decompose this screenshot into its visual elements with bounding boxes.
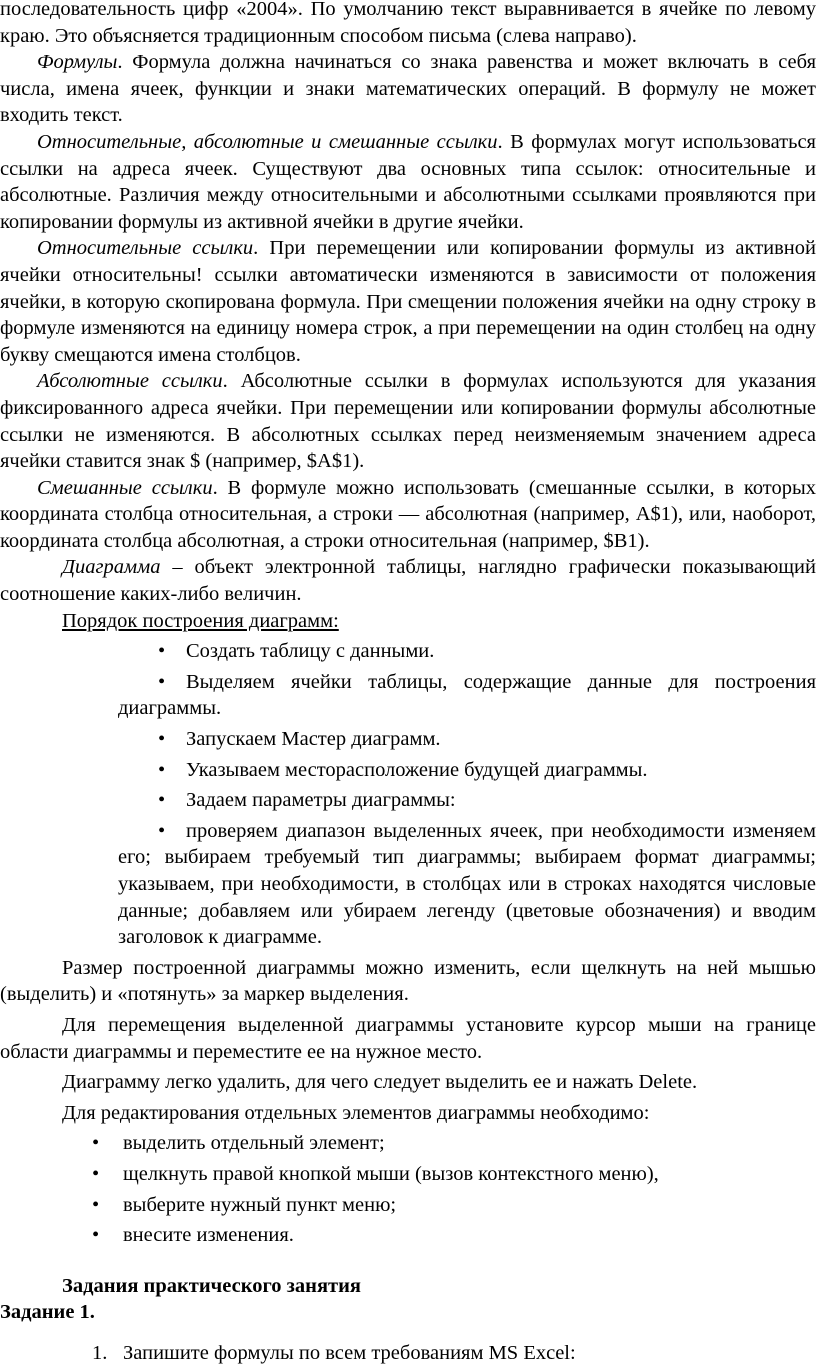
practice-heading [62,1273,816,1300]
edit-steps-list [0,1130,816,1248]
list-item [0,1222,816,1249]
list-item-text: Выделяем ячейки таблицы, содержащие данные для построения диаграммы. [118,670,816,720]
task-title-text: Задание 1. [0,1301,95,1324]
bullet-icon: • [92,1224,100,1247]
paragraph-mixed-references [0,475,816,555]
list-item [118,669,816,722]
list-item-text: Запускаем Мастер диаграмм. [186,728,441,751]
paragraph-text: Для редактирования отдельных элементов диаграммы необходимо: [62,1101,650,1124]
list-item-text: проверяем диапазон выделенных ячеек, при необходимости изменяем его; выбираем требуемый тип диаграммы; выбираем формат диаграммы; указываем, при необходимости, в столбцах или в строках находятся числовые данные; добавляем или убираем легенду (цветовые обозначения) и вводим заголовок к диаграмме. [118,819,816,949]
term-relative-references: Относительные ссылки [37,237,254,260]
term-formulas: Формулы [37,51,118,74]
paragraph-text: . Формула должна начинаться со знака равенства и может включать в себя числа, имена ячеек, функции и знаки математических операций. В формулу не может входить текст. [0,51,816,127]
paragraph-text: последовательность цифр «2004». По умолчанию текст выравнивается в ячейке по левому краю. Это объясняется традиционным способом письма (слева направо). [0,0,816,47]
list-item-text: Создать таблицу с данными. [186,640,435,663]
paragraph-text: . Абсолютные ссылки в формулах используются для указания фиксированного адреса ячейки. При перемещении или копировании формулы абсолютные ссылки не изменяются. В абсолютных ссылках перед неизменяемым значением адреса ячейки ставится знак $ (например, $A$1). [0,370,816,473]
list-item-text: внесите изменения. [123,1224,294,1247]
paragraph-text: Размер построенной диаграммы можно изменить, если щелкнуть на ней мышью (выделить) и «потянуть» за маркер выделения. [0,956,816,1006]
list-item-text: выделить отдельный элемент; [123,1132,385,1155]
term-diagram: Диаграмма [62,556,161,579]
paragraph-absolute-references [0,368,816,474]
term-absolute-references: Абсолютные ссылки [37,370,223,393]
list-item-text: Задаем параметры диаграммы: [186,789,456,812]
heading-text: Задания практического занятия [62,1274,362,1297]
list-item-text: выберите нужный пункт меню; [123,1193,397,1216]
item-number: 1. [92,1341,108,1364]
bullet-icon: • [158,819,166,842]
diagram-order-title [62,608,816,635]
list-item [118,818,816,951]
order-title-text: Порядок построения диаграмм: [62,609,339,632]
paragraph-move [0,1012,816,1065]
bullet-icon: • [158,728,166,751]
diagram-steps-list [0,638,816,951]
term-references: Относительные, абсолютные и смешанные ссылки [37,130,498,153]
bullet-icon: • [92,1162,100,1185]
list-item [118,787,816,814]
numbered-item [0,1340,816,1367]
list-item [118,726,816,753]
bullet-icon: • [158,758,166,781]
list-item-text: щелкнуть правой кнопкой мыши (вызов контекстного меню), [123,1162,659,1185]
paragraph-delete [62,1069,816,1096]
term-mixed-references: Смешанные ссылки [37,476,213,499]
paragraph-text: . При перемещении или копировании формулы из активной ячейки относительны! ссылки автоматически изменяются в зависимости от положения ячейки, в которую скопирована формула. При смещении положения ячейки на одну строку в формуле изменяются на единицу номера строк, а при перемещении на один столбец на одну букву смещаются имена столбцов. [0,237,816,366]
list-item [0,1130,816,1157]
paragraph-text: . В формуле можно использовать (смешанные ссылки, в которых координата столбца относительная, а строки — абсолютная (например, A$1), или, наоборот, координата столбца абсолютная, а строки относительная (например, $B1). [0,476,816,552]
paragraph-text: . В формулах могут использоваться ссылки на адреса ячеек. Существуют два основных типа ссылок: относительные и абсолютные. Различия между относительными и абсолютными ссылками проявляются при копировании формулы из активной ячейки в другие ячейки. [0,130,816,233]
list-item [118,757,816,784]
list-item [0,1161,816,1188]
item-text: Запишите формулы по всем требованиям MS Excel: [123,1341,576,1364]
paragraph-resize [0,955,816,1008]
paragraph-references [0,129,816,235]
paragraph-formulas [0,49,816,129]
paragraph-relative-references [0,235,816,368]
bullet-icon: • [158,789,166,812]
paragraph-text: Для перемещения выделенной диаграммы установите курсор мыши на границе области диаграммы и переместите ее на нужное место. [0,1013,816,1063]
paragraph-text: Диаграмму легко удалить, для чего следует выделить ее и нажать Delete. [62,1071,698,1094]
list-item [118,638,816,665]
paragraph-edit-intro [62,1100,816,1127]
list-item-text: Указываем месторасположение будущей диаграммы. [186,758,648,781]
paragraph-continuation [0,0,816,49]
list-item [0,1192,816,1219]
paragraph-diagram [0,554,816,607]
bullet-icon: • [92,1193,100,1216]
task-title [0,1299,816,1326]
paragraph-text: – объект электронной таблицы, наглядно графически показывающий соотношение каких-либо величин. [0,556,816,606]
bullet-icon: • [92,1132,100,1155]
bullet-icon: • [158,640,166,663]
bullet-icon: • [158,670,166,693]
